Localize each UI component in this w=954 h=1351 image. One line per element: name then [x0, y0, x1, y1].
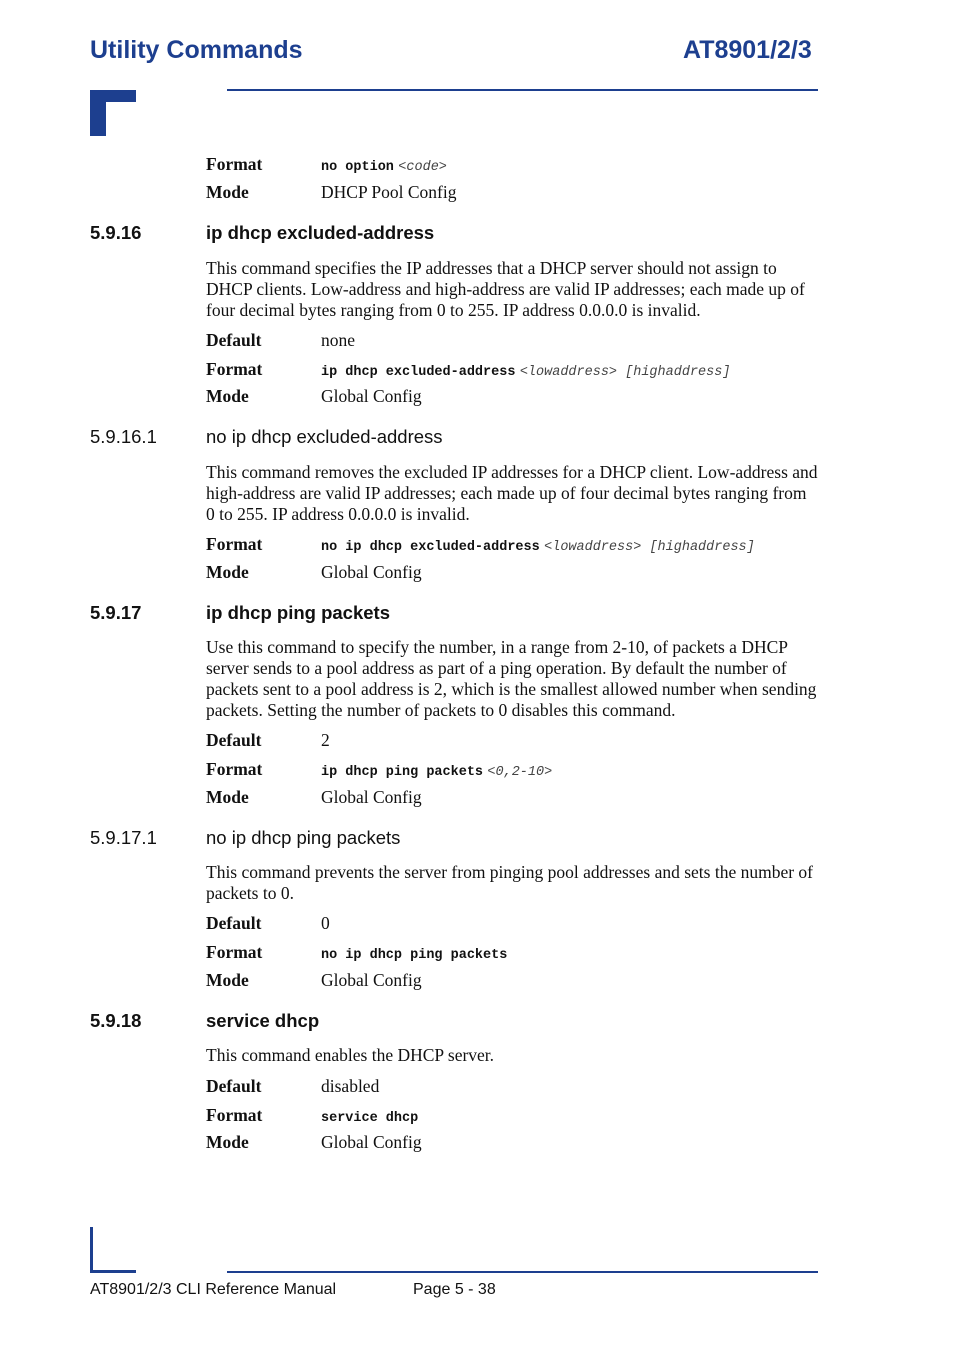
default-value: disabled: [321, 1076, 380, 1096]
format-argument: <lowaddress> [highaddress]: [544, 540, 755, 555]
format-command: service dhcp: [321, 1111, 419, 1126]
format-row: [206, 759, 552, 780]
default-row: [206, 330, 355, 351]
mode-label: Mode: [206, 182, 249, 202]
format-label: Format: [206, 534, 263, 554]
format-label: Format: [206, 359, 263, 379]
mode-label: Mode: [206, 386, 249, 406]
section-description: Use this command to specify the number, in a range from 2-10, of packets a DHCP server sends to a pool address as part of a ping operation. By default the number of packets sent to a pool address is 2, which is the smallest allowed number when sending packets. Setting the number of packets to 0 disables this command.: [206, 637, 817, 720]
mode-value: Global Config: [321, 787, 422, 807]
top-mode-row: [206, 182, 457, 203]
format-argument: <code>: [398, 160, 447, 175]
mode-value: Global Config: [321, 970, 422, 990]
mode-value: Global Config: [321, 1132, 422, 1152]
header-product: AT8901/2/3: [683, 36, 812, 64]
default-row: [206, 730, 330, 751]
mode-value: Global Config: [321, 562, 422, 582]
footer-corner-mark: [90, 1227, 93, 1273]
section-description: This command removes the excluded IP addresses for a DHCP client. Low-address and high-address are valid IP addresses; each made up of four decimal bytes ranging from 0 to 255. IP address 0.0.0.0 is invalid.: [206, 462, 818, 524]
format-row: [206, 359, 730, 380]
format-label: Format: [206, 759, 263, 779]
section-title: ip dhcp excluded-address: [206, 222, 435, 243]
header-title: Utility Commands: [90, 36, 303, 64]
mode-value: DHCP Pool Config: [321, 182, 457, 202]
default-label: Default: [206, 730, 262, 750]
default-row: [206, 913, 330, 934]
format-label: Format: [206, 942, 263, 962]
format-command: ip dhcp excluded-address: [321, 365, 516, 380]
format-label: Format: [206, 154, 263, 174]
section-description: This command enables the DHCP server.: [206, 1045, 495, 1065]
default-value: 0: [321, 913, 330, 933]
format-argument: <0,2-10>: [487, 765, 553, 780]
mode-row: [206, 562, 422, 583]
footer-rule: [227, 1271, 818, 1273]
default-value: none: [321, 330, 356, 350]
format-command: no ip dhcp excluded-address: [321, 540, 540, 555]
mode-row: [206, 1132, 422, 1153]
section-title: service dhcp: [206, 1010, 320, 1031]
section-number: 5.9.17: [90, 602, 142, 623]
section-description: This command prevents the server from pinging pool addresses and sets the number of packets to 0.: [206, 862, 814, 903]
default-row: [206, 1076, 379, 1097]
mode-label: Mode: [206, 1132, 249, 1152]
section-description: This command specifies the IP addresses that a DHCP server should not assign to DHCP clients. Low-address and high-address are valid IP addresses; each made up of four decimal bytes ranging from 0 to 255. IP address 0.0.0.0 is invalid.: [206, 258, 805, 320]
subsection-title: no ip dhcp ping packets: [206, 827, 401, 848]
header-rule: [227, 89, 818, 91]
format-row: [206, 1105, 418, 1126]
top-format-row: [206, 154, 447, 175]
footer-page-number: Page 5 - 38: [413, 1281, 496, 1298]
format-row: [206, 534, 755, 555]
format-command: no option: [321, 160, 394, 175]
format-label: Format: [206, 1105, 263, 1125]
default-label: Default: [206, 330, 262, 350]
mode-row: [206, 386, 422, 407]
mode-label: Mode: [206, 787, 249, 807]
section-title: ip dhcp ping packets: [206, 602, 390, 623]
mode-row: [206, 787, 422, 808]
format-command: no ip dhcp ping packets: [321, 948, 508, 963]
default-label: Default: [206, 1076, 262, 1096]
footer-corner-mark-horizontal: [90, 1270, 136, 1273]
section-number: 5.9.18: [90, 1010, 142, 1031]
mode-label: Mode: [206, 970, 249, 990]
subsection-title: no ip dhcp excluded-address: [206, 426, 443, 447]
format-command: ip dhcp ping packets: [321, 765, 484, 780]
default-value: 2: [321, 730, 330, 750]
default-label: Default: [206, 913, 262, 933]
subsection-number: 5.9.16.1: [90, 426, 157, 447]
section-number: 5.9.16: [90, 222, 142, 243]
subsection-number: 5.9.17.1: [90, 827, 157, 848]
format-argument: <lowaddress> [highaddress]: [519, 365, 731, 380]
mode-label: Mode: [206, 562, 249, 582]
format-row: [206, 942, 507, 963]
mode-row: [206, 970, 422, 991]
mode-value: Global Config: [321, 386, 422, 406]
footer-manual-title: AT8901/2/3 CLI Reference Manual: [90, 1281, 337, 1298]
corner-mark-vertical: [90, 90, 106, 136]
